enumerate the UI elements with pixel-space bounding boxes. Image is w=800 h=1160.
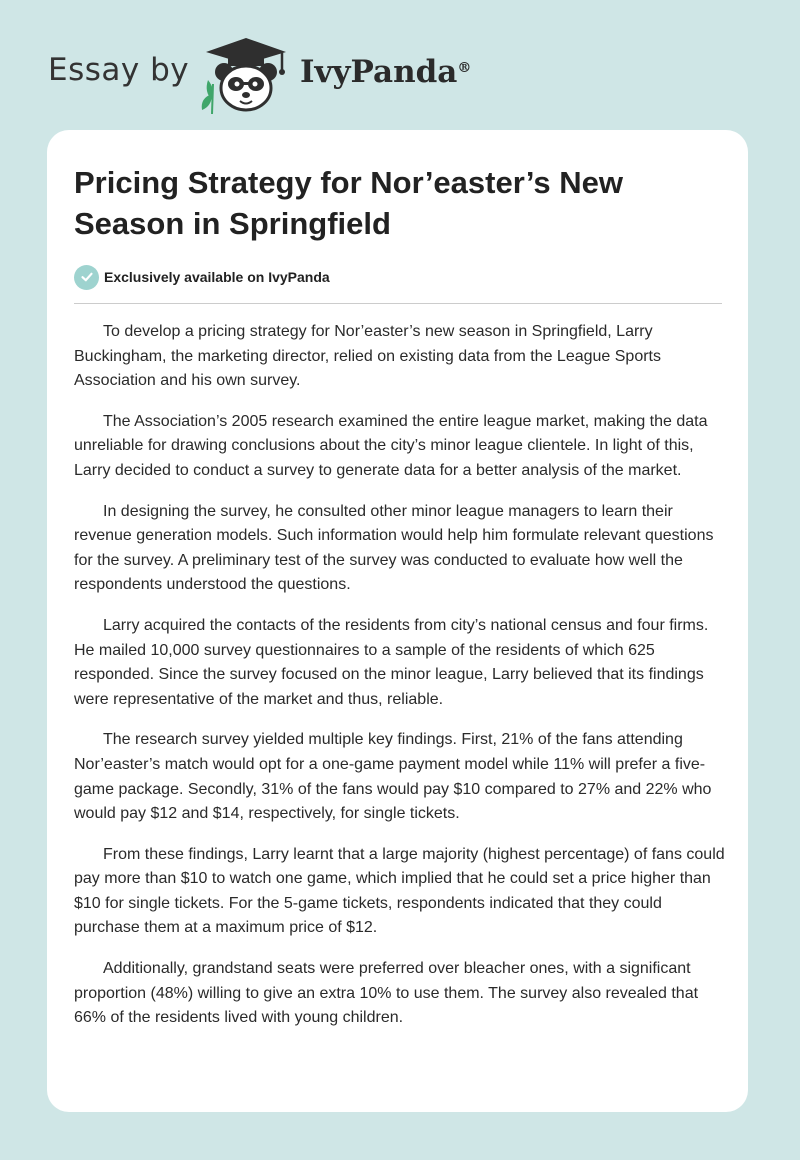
paragraph: The research survey yielded multiple key findings. First, 21% of the fans attending Nor’easter’s match would opt for a one-game payment model while 11% will prefer a five-game package. Secondly, 31% of the fans would pay $10 compared to 27% and 22% who would pay $12 and $14, respectively, for single tickets.: [74, 731, 712, 823]
page-title: Pricing Strategy for Nor’easter’s New Season in Springfield: [74, 165, 623, 241]
paragraph: In designing the survey, he consulted other minor league managers to learn their revenue generation models. Such information would help him formulate relevant questions for the survey. A preliminary test of the survey was conducted to evaluate how well the respondents understood the questions.: [74, 502, 714, 594]
exclusive-badge: [74, 263, 330, 291]
essay-body: [74, 320, 728, 1047]
site-header: [0, 0, 800, 120]
paragraph: The Association’s 2005 research examined the entire league market, making the data unreliable for drawing conclusions about the city’s minor league clientele. In light of this, Larry decided to conduct a survey to generate data for a better analysis of the market.: [74, 412, 708, 479]
paragraph: To develop a pricing strategy for Nor’easter’s new season in Springfield, Larry Buckingham, the marketing director, relied on existing data from the League Sports Association and his own survey.: [74, 323, 661, 390]
registered-mark: ®: [457, 60, 472, 76]
exclusive-label: Exclusively available on IvyPanda: [104, 269, 330, 285]
essay-card: [47, 130, 748, 1112]
paragraph: Larry acquired the contacts of the residents from city’s national census and four firms. He mailed 10,000 survey questionnaires to a sample of the residents of which 625 responded. Since the survey focused on the minor league, Larry believed that its findings were representative of the market and thus, reliable.: [74, 616, 709, 708]
divider: [74, 303, 722, 304]
essay-by-label: Essay by: [48, 52, 190, 88]
paragraph: From these findings, Larry learnt that a large majority (highest percentage) of fans could pay more than $10 to watch one game, which implied that he could set a price higher than $10 for single tickets. For the 5-game tickets, respondents indicated that they could purchase them at a maximum price of $12.: [74, 845, 725, 937]
paragraph: Additionally, grandstand seats were preferred over bleacher ones, with a significant proportion (48%) willing to give an extra 10% to use them. The survey also revealed that 66% of the residents lived with young children.: [74, 960, 699, 1027]
brand-logo-text[interactable]: IvyPanda®: [300, 54, 472, 90]
panda-graduate-icon: [198, 34, 294, 114]
check-icon: [74, 265, 99, 290]
